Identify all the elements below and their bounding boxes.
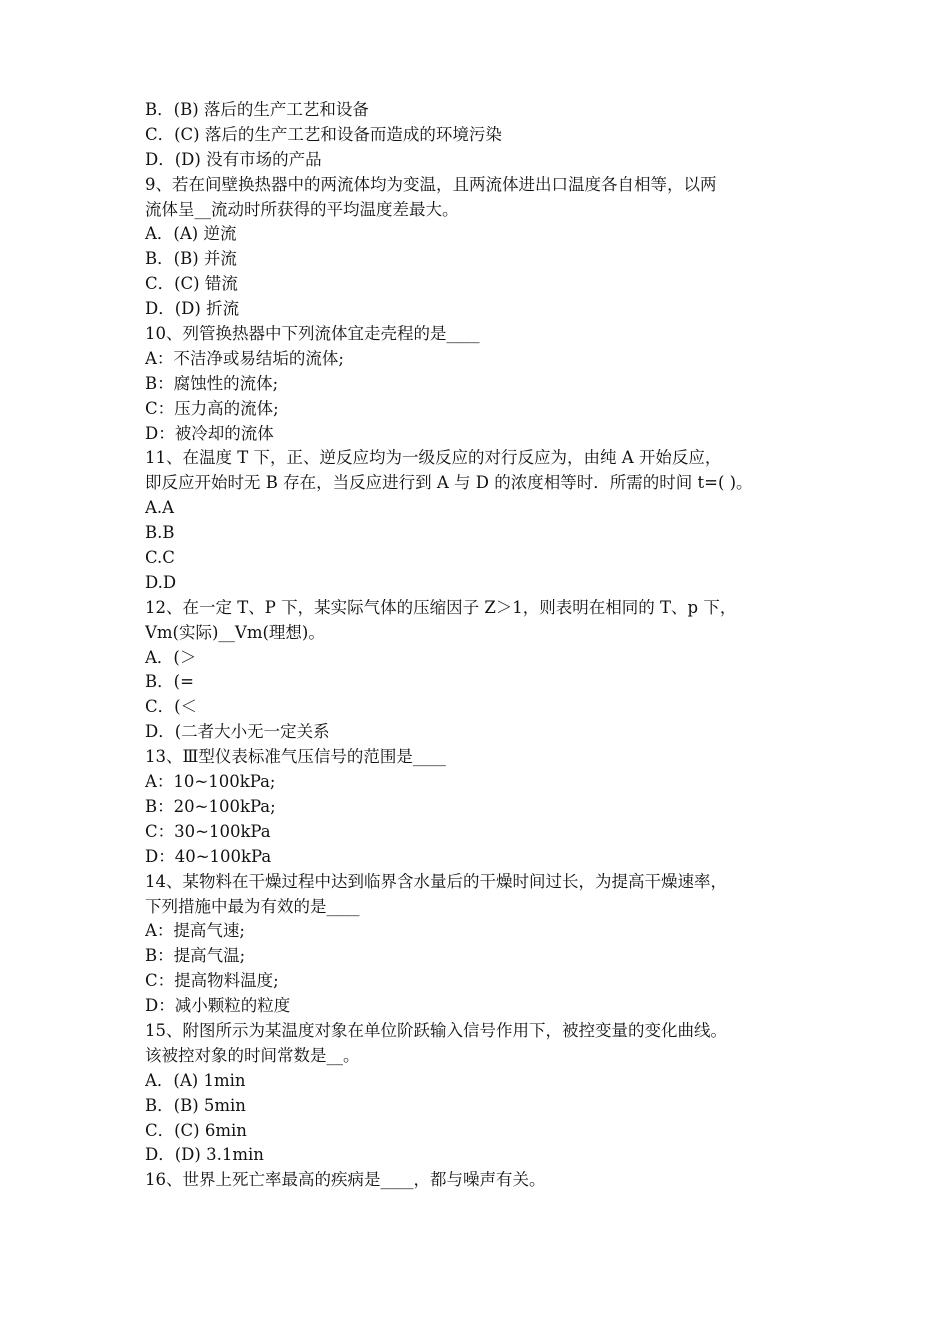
question-13: 13、Ⅲ型仪表标准气压信号的范围是____ <box>145 747 446 767</box>
text-line: C．(C) 6min <box>145 1120 247 1140</box>
text-line: B：20~100kPa; <box>145 796 276 816</box>
text-line: C．(C) 错流 <box>145 274 238 294</box>
question-16: 16、世界上死亡率最高的疾病是____，都与噪声有关。 <box>145 1170 546 1190</box>
question-15-line-2: 该被控对象的时间常数是__。 <box>145 1045 360 1065</box>
question-11-line-2: 即反应开始时无 B 存在，当反应进行到 A 与 D 的浓度相等时．所需的时间 t=( )。 <box>145 473 753 493</box>
text-line: D：减小颗粒的粒度 <box>145 996 291 1016</box>
text-line: B．(= <box>145 672 194 692</box>
text-line: A.A <box>145 498 175 518</box>
question-12-line-2: Vm(实际)__Vm(理想)。 <box>145 622 325 642</box>
question-10: 10、列管换热器中下列流体宜走壳程的是____ <box>145 324 480 344</box>
text-line: C.C <box>145 548 175 568</box>
text-line: A：10~100kPa; <box>145 772 276 792</box>
text-line: A．(A) 逆流 <box>145 224 237 244</box>
text-line: B．(B) 并流 <box>145 249 237 269</box>
question-14-line-2: 下列措施中最为有效的是____ <box>145 896 360 916</box>
text-line: D：40~100kPa <box>145 846 272 866</box>
text-line: D．(D) 折流 <box>145 299 240 319</box>
text-line: C：压力高的流体; <box>145 398 279 418</box>
text-line: A：不洁净或易结垢的流体; <box>145 348 344 368</box>
text-line: A：提高气速; <box>145 921 245 941</box>
text-line: A．(A) 1min <box>145 1070 246 1090</box>
text-line: B．(B) 5min <box>145 1095 246 1115</box>
text-line: D．(D) 3.1min <box>145 1145 264 1165</box>
text-line: C．(C) 落后的生产工艺和设备而造成的环境污染 <box>145 124 502 144</box>
text-line: D.D <box>145 572 177 592</box>
text-line: B．(B) 落后的生产工艺和设备 <box>145 100 369 119</box>
text-line: D．(二者大小无一定关系 <box>145 722 330 742</box>
question-14-line-1: 14、某物料在干燥过程中达到临界含水量后的干燥时间过长，为提高干燥速率， <box>145 871 727 891</box>
question-9-line-1: 9、若在间壁换热器中的两流体均为变温，且两流体进出口温度各自相等，以两 <box>145 174 717 194</box>
text-line: B.B <box>145 523 175 543</box>
text-line: C．(＜ <box>145 697 198 717</box>
text-line: A．(＞ <box>145 647 197 667</box>
question-9-line-2: 流体呈__流动时所获得的平均温度差最大。 <box>145 199 459 219</box>
text-line: B：提高气温; <box>145 946 246 966</box>
question-11-line-1: 11、在温度 T 下，正、逆反应均为一级反应的对行反应为，由纯 A 开始反应， <box>145 448 722 468</box>
text-line: D．(D) 没有市场的产品 <box>145 149 322 169</box>
text-line: D：被冷却的流体 <box>145 423 274 443</box>
question-15-line-1: 15、附图所示为某温度对象在单位阶跃输入信号作用下，被控变量的变化曲线。 <box>145 1020 727 1040</box>
question-12-line-1: 12、在一定 T、P 下，某实际气体的压缩因子 Z＞1，则表明在相同的 T、p 下， <box>145 597 737 617</box>
text-line: C：提高物料温度; <box>145 971 279 991</box>
text-line: B：腐蚀性的流体; <box>145 373 279 393</box>
document-page <box>145 98 810 1193</box>
text-line: C：30~100kPa <box>145 821 271 841</box>
